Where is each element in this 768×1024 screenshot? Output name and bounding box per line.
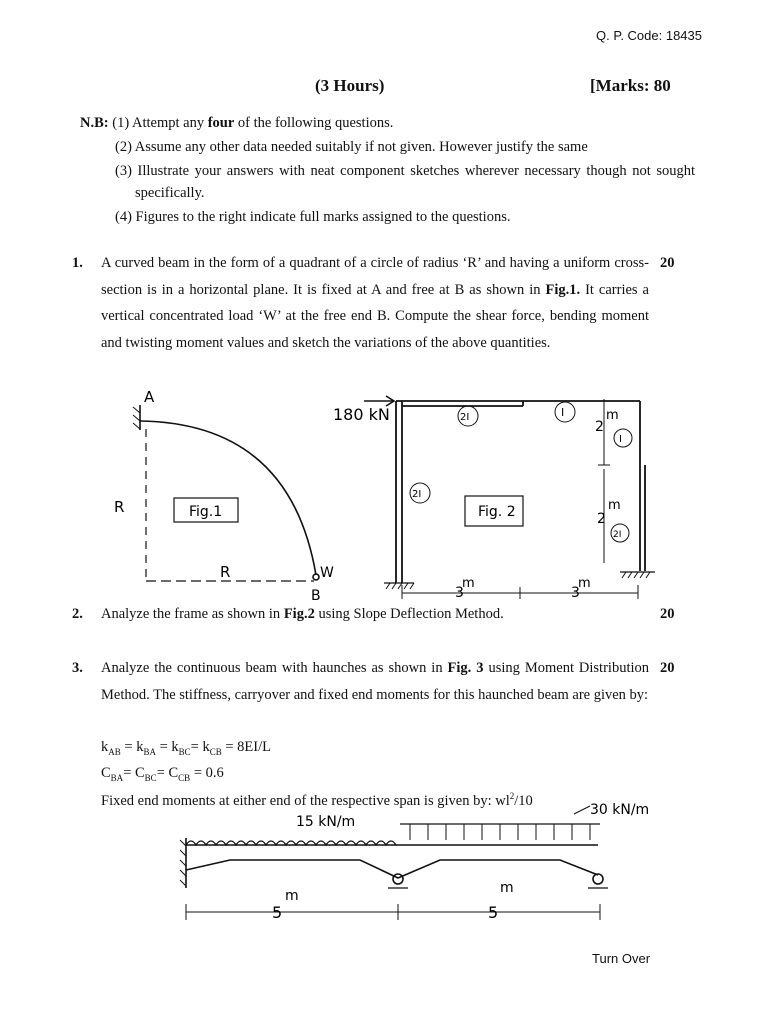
fig3-support-b — [393, 874, 403, 884]
fig3-support-c — [593, 874, 603, 884]
question-3-text: Analyze the continuous beam with haunches as shown in Fig. 3 using Moment Distribution Method. The stiffness, carryover and fixed end moments for this haunched beam are given by: — [101, 660, 649, 703]
figure-3 — [0, 800, 768, 935]
fig2-dim-bottom-right-value: 3 — [571, 585, 580, 601]
fig2-member-right-lower: 2I — [613, 530, 622, 540]
fig3-span-left-value: 5 — [272, 903, 283, 922]
fig2-member-left-col: 2I — [412, 489, 422, 500]
fem-equation: Fixed end moments at either end of the respective span is given by: $wl^2/10$ — [101, 791, 533, 809]
fig3-beam-haunch — [186, 860, 598, 878]
fig3-span-right-unit: m — [500, 880, 514, 896]
fig2-load-label: 180 kN — [333, 405, 390, 424]
fig2-dim-right-lower-unit: m — [608, 498, 621, 513]
fig2-dim-right-upper-value: 2 — [595, 419, 604, 435]
fig1-label-w: W — [320, 565, 334, 581]
fig1-caption: Fig.1 — [189, 504, 223, 520]
question-2-marks: 20 — [660, 606, 675, 622]
question-1-text: A curved beam in the form of a quadrant of a circle of radius ‘R’ and having a uniform cross-section is in a horizontal plane. It is fixed at A and free at B as shown in Fig.1. It carries a vertical concentrated load ‘W’ at the free end B. Compute the shear force, bending moment and twisting moment values and sketch the variations of the above quantities. — [101, 255, 649, 351]
carryover-equation: $C_{BA}= C_{BC}= C_{CB} = 0.6$ — [101, 765, 224, 783]
fig2-dim-right-upper-unit: m — [606, 408, 619, 423]
question-2-number: 2. — [72, 606, 83, 622]
question-1-marks: 20 — [660, 255, 675, 271]
question-paper-code: Q. P. Code: 18435 — [595, 28, 702, 43]
exam-duration: (3 Hours) — [315, 76, 385, 95]
fig2-member-top-right: I — [561, 406, 565, 419]
nb-label: N.B: — [80, 115, 109, 131]
total-marks: [Marks: 80 — [590, 76, 671, 95]
fig3-span-left-unit: m — [285, 888, 299, 904]
fig1-label-b: B — [311, 588, 321, 604]
question-1-number: 1. — [72, 255, 83, 271]
fig2-dim-right-lower-value: 2 — [597, 511, 606, 527]
fig3-diagram — [180, 806, 608, 920]
figures-1-2 — [0, 385, 768, 605]
turn-over-note: Turn Over — [592, 951, 651, 966]
fig3-span-right-value: 5 — [488, 903, 499, 922]
nb-item-2: (2) Assume any other data needed suitably if not given. However justify the same — [115, 139, 588, 155]
fig2-dim-bottom-left-unit: m — [462, 576, 475, 591]
nb-item-3: (3) Illustrate your answers with neat component sketches wherever necessary though not sought specifically. — [115, 163, 696, 201]
fig2-caption: Fig. 2 — [478, 504, 516, 520]
fig1-label-r-horizontal: R — [220, 563, 231, 581]
nb-item-4: (4) Figures to the right indicate full marks assigned to the questions. — [115, 209, 511, 225]
fig2-dim-bottom-left-value: 3 — [455, 585, 464, 601]
fig3-load-left-label: 15 kN/m — [296, 814, 356, 830]
fig1-diagram — [133, 405, 319, 581]
question-2-text: Analyze the frame as shown in Fig.2 using Slope Deflection Method. — [101, 606, 504, 622]
question-3-number: 3. — [72, 660, 83, 676]
stiffness-equation: $k_{AB} = k_{BA} = k_{BC}= k_{CB} = 8EI/L$ — [101, 739, 271, 757]
fig2-dim-bottom-right-unit: m — [578, 576, 591, 591]
fig3-load-right-label: 30 kN/m — [590, 802, 650, 818]
nb-item-1: N.B: (1) Attempt any four of the following questions. — [80, 115, 394, 131]
fig2-member-top-left: 2I — [460, 412, 470, 423]
question-3-marks: 20 — [660, 660, 675, 676]
fig1-label-r-vertical: R — [114, 498, 125, 516]
fig2-member-right-upper: I — [619, 434, 622, 445]
fig1-label-a: A — [144, 388, 155, 406]
